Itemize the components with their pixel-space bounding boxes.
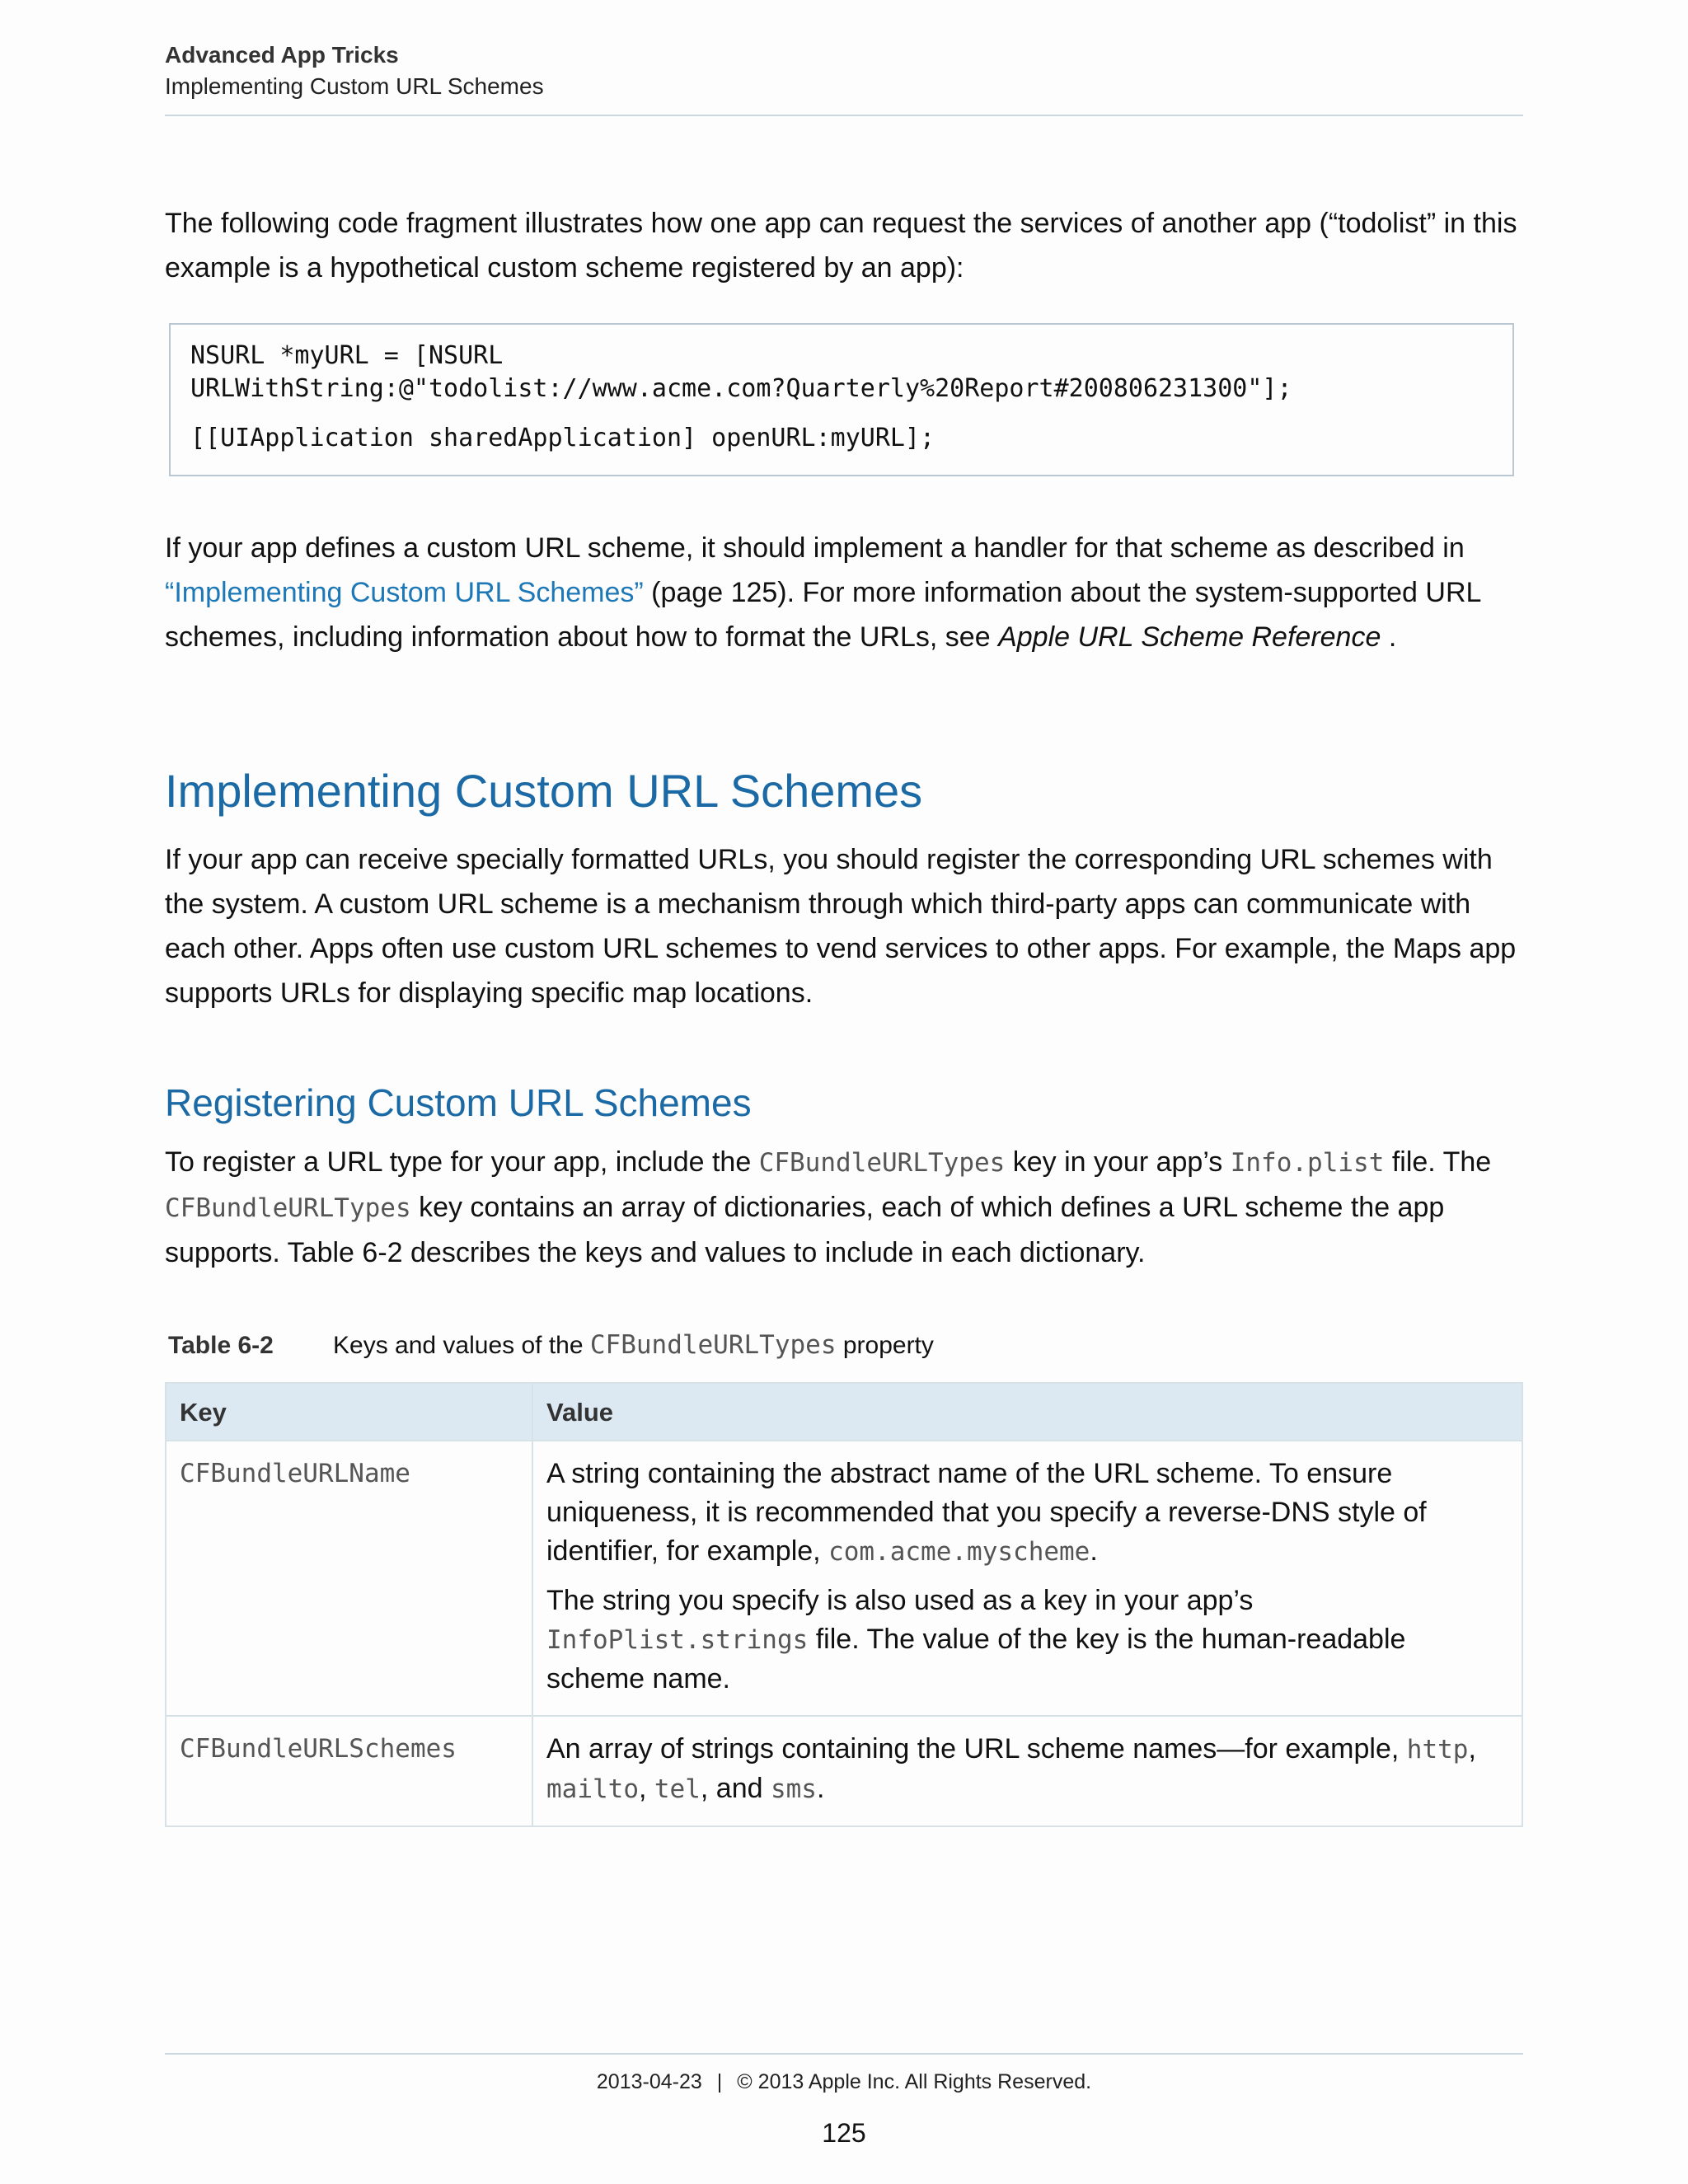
cell-value-urlname	[532, 1441, 1522, 1716]
scheme-tel: tel	[654, 1774, 701, 1804]
apple-url-scheme-reference: Apple URL Scheme Reference	[998, 621, 1381, 653]
table-row	[166, 1441, 1522, 1716]
cell-value-urlschemes	[532, 1716, 1522, 1826]
urlname-desc-1-end: .	[1090, 1535, 1098, 1567]
handler-text-2: (page 125). For more information about the system-supported URL schemes, including information about how to format the URLs, see	[165, 577, 1481, 653]
footer-date: 2013-04-23	[596, 2070, 702, 2093]
table-header-row	[166, 1383, 1522, 1441]
handler-paragraph	[165, 526, 1523, 659]
register-text-4: key contains an array of dictionaries, each of which defines a URL scheme the app supports. Table 6-2 describes the keys and values to include in each dictionary.	[165, 1192, 1445, 1268]
scheme-sep-2: ,	[638, 1773, 654, 1804]
scheme-mailto: mailto	[546, 1774, 639, 1804]
table-caption-text-2: property	[836, 1332, 934, 1359]
footer-divider	[165, 2053, 1523, 2055]
page-footer	[0, 2067, 1688, 2097]
register-paragraph	[165, 1140, 1523, 1275]
scheme-end: .	[816, 1773, 825, 1804]
register-code-2: Info.plist	[1230, 1148, 1385, 1178]
cell-key-urlschemes: CFBundleURLSchemes	[166, 1716, 532, 1826]
register-code-3: CFBundleURLTypes	[165, 1193, 411, 1223]
page-header	[165, 40, 1523, 102]
scheme-sep-3: , and	[700, 1773, 771, 1804]
infoplist-strings-code: InfoPlist.strings	[546, 1625, 809, 1655]
code-block	[169, 323, 1514, 476]
cell-key-urlname: CFBundleURLName	[166, 1441, 532, 1716]
table-caption-code: CFBundleURLTypes	[589, 1330, 837, 1360]
urlname-desc-2	[546, 1582, 1508, 1699]
header-divider	[165, 115, 1523, 116]
urlname-desc-2-text: The string you specify is also used as a key in your app’s	[546, 1585, 1254, 1616]
implementing-url-schemes-link[interactable]: “Implementing Custom URL Schemes”	[165, 577, 644, 608]
section-breadcrumb: Implementing Custom URL Schemes	[165, 73, 544, 99]
urlname-desc-1-text: A string containing the abstract name of the URL scheme. To ensure uniqueness, it is recommended that you specify a reverse-DNS style of identifier, for example,	[546, 1458, 1427, 1567]
scheme-sms: sms	[770, 1774, 817, 1804]
footer-separator: |	[716, 2070, 723, 2093]
register-text-3: file. The	[1384, 1146, 1492, 1178]
table-caption-text-1: Keys and values of the	[333, 1332, 590, 1359]
urlname-example-code: com.acme.myscheme	[828, 1537, 1090, 1567]
section-paragraph: If your app can receive specially formatted URLs, you should register the corresponding URL schemes with the system. A custom URL scheme is a mechanism through which third-party apps can communicate with each other. Apps often use custom URL schemes to vend services to other apps. For example, the Maps app supports URLs for displaying specific map locations.	[165, 844, 1517, 1009]
column-header-value: Value	[532, 1383, 1522, 1441]
register-text-2: key in your app’s	[1005, 1146, 1231, 1178]
column-header-key: Key	[166, 1383, 532, 1441]
code-line-3: [[UIApplication sharedApplication] openURL:myURL];	[190, 424, 935, 452]
scheme-http: http	[1406, 1735, 1469, 1765]
scheme-sep-1: ,	[1468, 1733, 1476, 1765]
handler-text-1: If your app defines a custom URL scheme, it should implement a handler for that scheme as described in	[165, 532, 1465, 564]
intro-paragraph: The following code fragment illustrates how one app can request the services of another app (“todolist” in this example is a hypothetical custom scheme registered by an app):	[165, 208, 1517, 284]
chapter-title: Advanced App Tricks	[165, 42, 399, 68]
page-number: 125	[822, 2118, 866, 2148]
table-caption	[168, 1327, 934, 1364]
register-code-1: CFBundleURLTypes	[758, 1148, 1006, 1178]
table-row	[166, 1716, 1522, 1826]
code-line-1: NSURL *myURL = [NSURL	[190, 341, 504, 370]
subsection-heading: Registering Custom URL Schemes	[165, 1081, 752, 1124]
footer-copyright: © 2013 Apple Inc. All Rights Reserved.	[737, 2070, 1092, 2093]
register-text-1: To register a URL type for your app, include the	[165, 1146, 759, 1178]
handler-text-3: .	[1381, 621, 1397, 653]
urlname-desc-2-end: file. The value of the key is the human-readable scheme name.	[546, 1624, 1406, 1694]
urlname-desc-1	[546, 1455, 1508, 1572]
table-number: Table 6-2	[168, 1332, 274, 1359]
section-heading: Implementing Custom URL Schemes	[165, 765, 923, 817]
urlschemes-desc-text: An array of strings containing the URL scheme names—for example,	[546, 1733, 1407, 1765]
keys-values-table	[165, 1382, 1523, 1827]
code-line-2: URLWithString:@"todolist://www.acme.com?Quarterly%20Report#200806231300"];	[190, 374, 1292, 403]
